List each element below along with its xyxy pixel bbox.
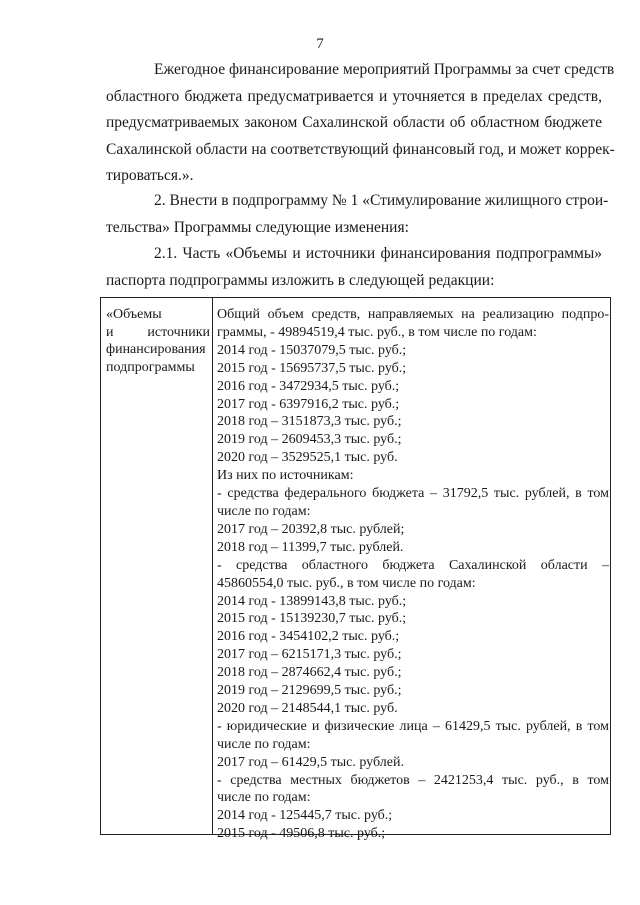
value-line: - средства областного бюджета Сахалинской области – bbox=[217, 557, 609, 573]
label-word: источники bbox=[147, 324, 210, 340]
column-divider bbox=[212, 298, 213, 834]
text-line: областного бюджета предусматривается и уточняется в пределах средств, bbox=[106, 87, 602, 105]
value-line: - средства федерального бюджета – 31792,5 тыс. рублей, в том bbox=[217, 486, 609, 502]
value-line: 2016 год - 3454102,2 тыс. руб.; bbox=[217, 629, 400, 645]
value-line: 2017 год – 61429,5 тыс. рублей. bbox=[217, 754, 404, 770]
value-line: 2015 год - 49506,8 тыс. руб.; bbox=[217, 826, 386, 842]
paragraph-amendment-2 bbox=[106, 188, 609, 241]
value-line: числе по годам: bbox=[217, 790, 311, 806]
value-line: 2014 год - 125445,7 тыс. руб.; bbox=[217, 808, 393, 824]
value-line: 2017 год – 6215171,3 тыс. руб.; bbox=[217, 647, 402, 663]
paragraph-amendment-2-1 bbox=[106, 241, 602, 294]
value-line: 2017 год – 20392,8 тыс. рублей; bbox=[217, 521, 405, 537]
value-line: Из них по источникам: bbox=[217, 468, 354, 484]
value-line: 2017 год - 6397916,2 тыс. руб.; bbox=[217, 396, 400, 412]
text-line: Сахалинской области на соответствующий финансовый год, и может коррек- bbox=[106, 140, 615, 158]
label-word: и bbox=[106, 324, 114, 340]
value-line: граммы, - 49894519,4 тыс. руб., в том числе по годам: bbox=[217, 324, 537, 340]
text-line: предусматриваемых законом Сахалинской области об областном бюджете bbox=[106, 114, 602, 131]
table-value-cell bbox=[217, 306, 609, 843]
text-line: 2. Внести в подпрограмму № 1 «Стимулирование жилищного строи- bbox=[154, 192, 609, 209]
table-label-cell bbox=[106, 306, 210, 376]
value-line: - юридические и физические лица – 61429,5 тыс. рублей, в том bbox=[217, 718, 609, 734]
value-line: 45860554,0 тыс. руб., в том числе по годам: bbox=[217, 575, 476, 591]
label-line: подпрограммы bbox=[106, 359, 195, 375]
value-line: числе по годам: bbox=[217, 736, 311, 752]
value-line: 2015 год - 15695737,5 тыс. руб.; bbox=[217, 360, 407, 376]
value-line: 2020 год – 2148544,1 тыс. руб. bbox=[217, 700, 398, 716]
text-line: 2.1. Часть «Объемы и источники финансирования подпрограммы» bbox=[154, 245, 602, 262]
financing-table bbox=[100, 297, 611, 842]
label-line: «Объемы bbox=[106, 307, 162, 322]
value-line: 2015 год - 15139230,7 тыс. руб.; bbox=[217, 611, 407, 627]
value-line: Общий объем средств, направляемых на реализацию подпро- bbox=[217, 307, 609, 322]
value-line: - средства местных бюджетов – 2421253,4 тыс. руб., в том bbox=[217, 772, 609, 788]
value-line: 2018 год – 11399,7 тыс. рублей. bbox=[217, 539, 404, 555]
paragraph-financing-note bbox=[106, 57, 615, 190]
label-line: финансирования bbox=[106, 342, 206, 357]
value-line: 2014 год - 15037079,5 тыс. руб.; bbox=[217, 342, 407, 358]
value-line: 2019 год – 2129699,5 тыс. руб.; bbox=[217, 683, 402, 699]
label-line bbox=[106, 324, 210, 342]
value-line: 2020 год – 3529525,1 тыс. руб. bbox=[217, 450, 398, 466]
value-line: 2018 год – 3151873,3 тыс. руб.; bbox=[217, 414, 402, 430]
page-number: 7 bbox=[316, 36, 324, 52]
text-line: паспорта подпрограммы изложить в следующей редакции: bbox=[106, 271, 495, 289]
value-line: числе по годам: bbox=[217, 503, 311, 519]
value-line: 2019 год – 2609453,3 тыс. руб.; bbox=[217, 432, 402, 448]
text-line: Ежегодное финансирование мероприятий Программы за счет средств bbox=[154, 61, 615, 78]
value-line: 2016 год - 3472934,5 тыс. руб.; bbox=[217, 378, 400, 394]
text-line: тельства» Программы следующие изменения: bbox=[106, 218, 409, 236]
text-line: тироваться.». bbox=[106, 167, 194, 184]
value-line: 2014 год - 13899143,8 тыс. руб.; bbox=[217, 593, 407, 609]
value-line: 2018 год – 2874662,4 тыс. руб.; bbox=[217, 665, 402, 681]
